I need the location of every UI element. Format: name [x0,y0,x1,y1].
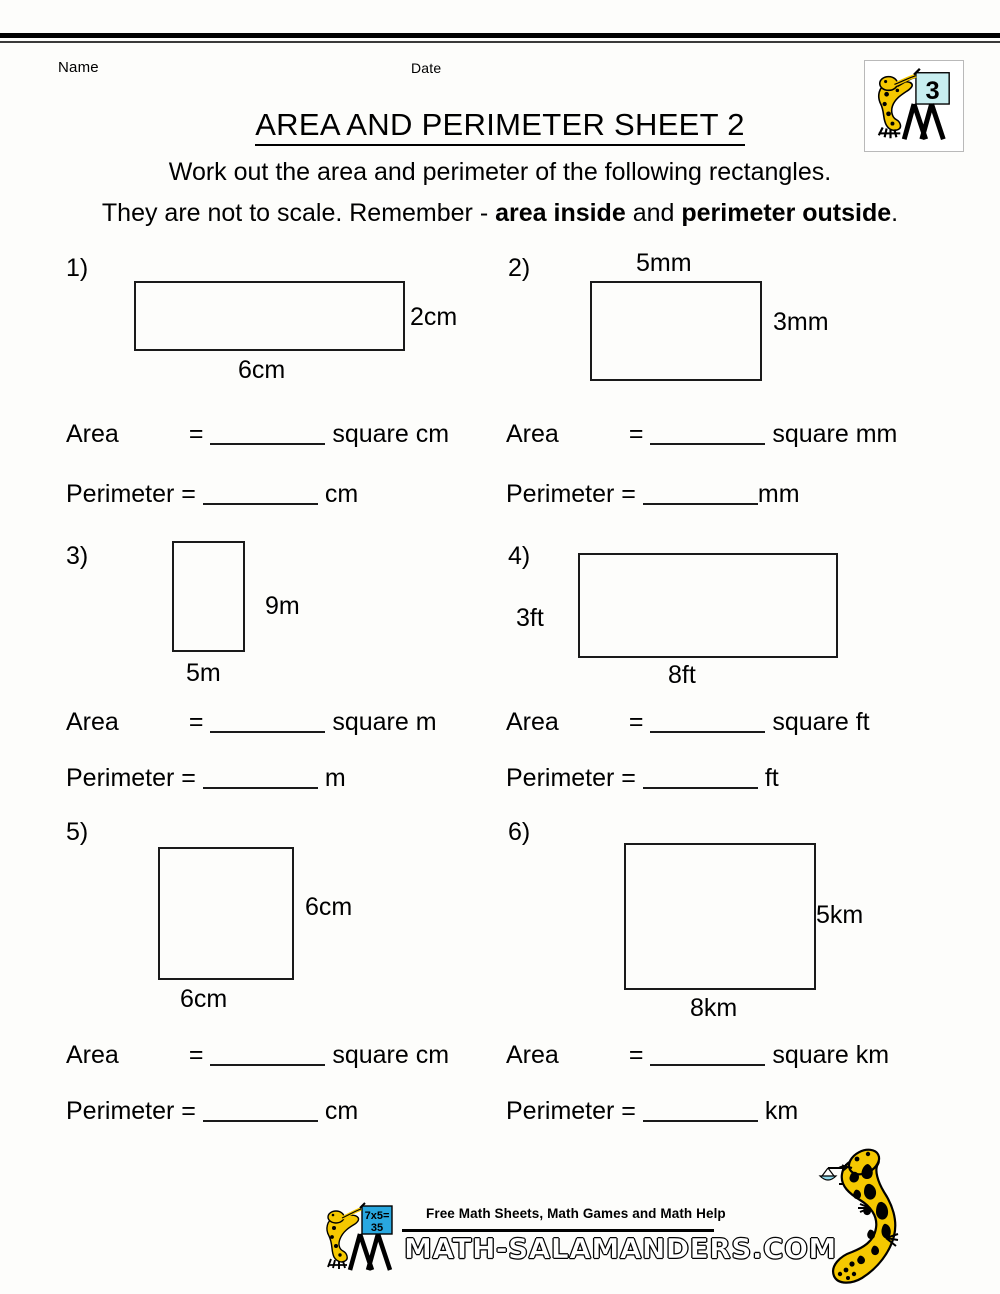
question-2-rectangle [590,281,762,381]
question-5-area-unit: square cm [332,1041,450,1069]
question-2-perimeter-blank[interactable] [643,482,758,505]
question-3-rectangle [172,541,245,652]
instruction-line-1: Work out the area and perimeter of the following rectangles. [168,158,832,186]
question-1-perimeter-row [66,479,358,509]
logo-number: 3 [925,77,940,106]
footer-url: MATH-SALAMANDERS.COM [404,1232,837,1265]
question-6-area-unit: square km [772,1041,890,1069]
question-3-number: 3) [66,542,89,570]
question-1-rectangle [134,281,405,351]
question-3-area-label: Area [66,708,119,736]
question-4-rectangle [578,553,838,658]
question-6-area-equals: = [628,1041,644,1069]
instruction-prefix: They are not to scale. Remember - [101,199,496,227]
question-1-height-label: 2cm [410,303,458,331]
footer-logo [318,1198,837,1276]
salamander-with-scales-image [812,1142,982,1292]
question-6-area-label: Area [506,1041,559,1069]
page-title-text: AREA AND PERIMETER SHEET 2 [255,107,745,146]
question-6-number: 6) [508,818,531,846]
question-2-perimeter-row [506,479,800,509]
footer-logo-sum-line2: 35 [370,1222,384,1234]
page-title [0,106,1000,144]
question-4-perimeter-unit: ft [764,764,779,792]
question-4-height-label: 3ft [516,604,544,632]
question-3-height-label: 9m [265,592,300,620]
question-6-rectangle [624,843,816,990]
question-4-area-label: Area [506,708,559,736]
question-2-perimeter-label: Perimeter = [506,480,636,508]
footer-salamander-easel-icon [318,1198,408,1276]
question-2-width-label: 5mm [636,249,692,277]
question-6-area-blank[interactable] [650,1043,765,1066]
question-5-perimeter-row [66,1096,358,1126]
question-3-perimeter-row [66,763,346,793]
question-3-area-blank[interactable] [210,710,325,733]
question-2-area-unit: square mm [772,420,898,448]
question-2-area-equals: = [628,420,644,448]
question-3-area-equals: = [188,708,204,736]
question-6-perimeter-label: Perimeter = [506,1097,636,1125]
question-5-area-equals: = [188,1041,204,1069]
instruction-middle: and [625,199,682,227]
question-1-area-blank[interactable] [210,422,325,445]
question-6-perimeter-row [506,1096,798,1126]
footer-logo-sum-line1: 7x5= [364,1210,390,1222]
question-5-area-blank[interactable] [210,1043,325,1066]
question-4-area-row [506,707,870,737]
question-5-width-label: 6cm [180,985,228,1013]
question-4-width-label: 8ft [668,661,696,689]
footer-tagline: Free Math Sheets, Math Games and Math Help [426,1206,726,1221]
question-4-perimeter-row [506,763,779,793]
question-5-height-label: 6cm [305,893,353,921]
question-1-area-label: Area [66,420,119,448]
question-4-area-equals: = [628,708,644,736]
question-3-area-row [66,707,437,737]
instruction-bold-perimeter-outside: perimeter outside [681,199,892,227]
question-2-area-label: Area [506,420,559,448]
instruction-suffix: . [891,199,899,227]
question-4-area-blank[interactable] [650,710,765,733]
question-6-width-label: 8km [690,994,738,1022]
question-5-area-row [66,1040,449,1070]
question-3-width-label: 5m [186,659,221,687]
question-1-area-equals: = [188,420,204,448]
question-5-perimeter-blank[interactable] [203,1099,318,1122]
question-1-perimeter-unit: cm [324,480,359,508]
question-5-number: 5) [66,818,89,846]
question-6-perimeter-blank[interactable] [643,1099,758,1122]
question-3-perimeter-label: Perimeter = [66,764,196,792]
question-3-perimeter-blank[interactable] [203,766,318,789]
question-1-number: 1) [66,254,89,282]
question-4-number: 4) [508,542,531,570]
question-3-perimeter-unit: m [324,764,346,792]
top-rule-thick [0,33,1000,38]
question-6-area-row [506,1040,889,1070]
question-1-width-label: 6cm [238,356,286,384]
question-2-perimeter-unit: mm [757,480,800,508]
top-rule-thin [0,41,1000,43]
question-5-perimeter-unit: cm [324,1097,359,1125]
question-1-perimeter-label: Perimeter = [66,480,196,508]
name-label: Name [58,59,99,76]
question-4-area-unit: square ft [772,708,870,736]
question-2-area-row [506,419,897,449]
question-5-perimeter-label: Perimeter = [66,1097,196,1125]
question-2-number: 2) [508,254,531,282]
question-1-perimeter-blank[interactable] [203,482,318,505]
question-1-area-row [66,419,449,449]
question-4-perimeter-label: Perimeter = [506,764,636,792]
question-5-area-label: Area [66,1041,119,1069]
question-4-perimeter-blank[interactable] [643,766,758,789]
instruction-bold-area-inside: area inside [495,199,626,227]
question-5-rectangle [158,847,294,980]
question-3-area-unit: square m [332,708,437,736]
question-6-perimeter-unit: km [764,1097,799,1125]
question-2-area-blank[interactable] [650,422,765,445]
question-1-area-unit: square cm [332,420,450,448]
instruction-line-2 [0,197,1000,229]
question-2-height-label: 3mm [773,308,829,336]
date-label: Date [411,60,442,76]
question-6-height-label: 5km [816,901,864,929]
